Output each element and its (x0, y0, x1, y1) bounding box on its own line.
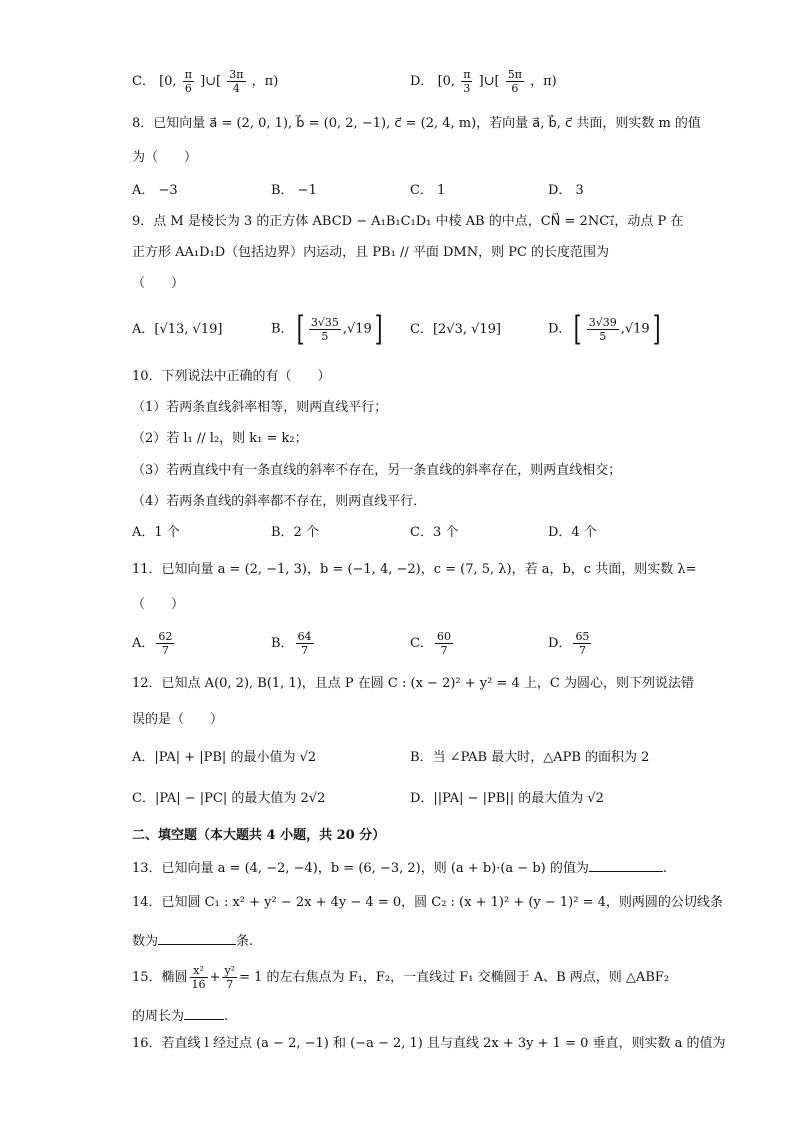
q11-c-den: 7 (440, 644, 448, 657)
q11-c-num: 60 (436, 630, 451, 643)
q8-option-c: C． 1 (410, 183, 446, 198)
q14-line2-start: 数为 (132, 934, 159, 949)
q14-answer-blank[interactable] (158, 930, 236, 945)
q15-f2-den: 7 (226, 978, 234, 991)
q10-option-d: D．4 个 (548, 525, 597, 540)
q7-d-union: ]∪[ (478, 74, 500, 89)
q10-statement-4: （4）若两条直线的斜率都不存在，则两直线平行． (132, 494, 427, 509)
q12-stem-line1: 12．已知点 A(0, 2), B(1, 1)，且点 P 在圆 C : (x − 2)² + y² = 4 上，C 为圆心，则下列说法错 (132, 676, 694, 691)
q11-c-label: C． (410, 636, 433, 651)
q9-stem-line2: 正方形 AA₁D₁D（包括边界）内运动，且 PB₁ // 平面 DMN，则 PC 的长度范围为 (132, 245, 610, 260)
q11-b-den: 7 (301, 644, 309, 657)
q9-d-den: 5 (599, 329, 607, 343)
q14-stem-line1: 14．已知圆 C₁ : x² + y² − 2x + 4y − 4 = 0，圆 C₂ : (x + 1)² + (y − 1)² = 4，则两圆的公切线条 (132, 895, 723, 910)
q8-stem-line2: 为（ ） (132, 150, 198, 165)
q12-option-a: A．|PA| + |PB| 的最小值为 √2 (132, 750, 317, 765)
q7-option-d (410, 68, 557, 95)
q15-f1-num: x² (190, 964, 208, 978)
q11-option-d (548, 630, 593, 657)
q7-d-frac1-num: π (463, 68, 471, 81)
q9-b-den: 5 (321, 329, 329, 343)
q15-plus: + (209, 970, 221, 985)
q13-answer-blank[interactable] (589, 857, 663, 872)
q7-d-close: ，π) (530, 74, 557, 89)
q7-c-frac2-den: 4 (232, 82, 240, 95)
q8-stem-line1: 8．已知向量 a⃗ = (2, 0, 1), b⃗ = (0, 2, −1), c⃗ = (2, 4, m)，若向量 a⃗, b⃗, c⃗ 共面，则实数 m 的值 (132, 116, 701, 131)
q9-d-tail: ,√19 (620, 321, 650, 337)
q11-d-den: 7 (578, 644, 586, 657)
q11-a-den: 7 (161, 644, 169, 657)
q15-start: 15．椭圆 (132, 970, 188, 985)
q15-line2 (132, 1005, 228, 1027)
q7-d-open: [0, (437, 74, 456, 89)
q9-d-label: D． (548, 321, 572, 337)
q11-b-label: B． (271, 636, 294, 651)
q9-b-label: B． (271, 321, 294, 337)
q9-stem-line3: （ ） (132, 276, 185, 291)
q16-stem: 16．若直线 l 经过点 (a − 2, −1) 和 (−a − 2, 1) 且与直线 2x + 3y + 1 = 0 垂直，则实数 a 的值为 (132, 1036, 726, 1051)
q10-stem: 10．下列说法中正确的有（ ） (132, 369, 331, 384)
q12-option-c: C．|PA| − |PC| 的最大值为 2√2 (132, 791, 326, 806)
q7-d-frac2 (506, 68, 524, 95)
q8-option-a: A． −3 (132, 183, 178, 198)
section-heading: 二、填空题（本大题共 4 小题，共 20 分） (132, 828, 386, 843)
q12-option-b: B．当 ∠PAB 最大时，△APB 的面积为 2 (410, 750, 650, 765)
q7-d-frac2-num: 5π (507, 68, 522, 81)
q9-option-d: D．[ $\frac{3√39}{5}$ ,√19] (548, 309, 661, 349)
q7-option-c (132, 68, 278, 95)
q13-text: 13．已知向量 a = (4, −2, −4)，b = (6, −3, 2)，则 (a + b)·(a − b) 的值为 (132, 861, 589, 876)
q14-line2 (132, 930, 253, 952)
q11-option-a (132, 630, 176, 657)
q8-option-b: B． −1 (271, 183, 317, 198)
q7-d-frac2-den: 6 (511, 82, 519, 95)
q13-end: . (662, 861, 667, 876)
q7-c-label: C． (132, 74, 155, 89)
q9-d-num: 3√39 (588, 315, 617, 329)
q7-c-union: ]∪[ (200, 74, 222, 89)
q15-line2-end: . (224, 1009, 229, 1024)
q11-d-label: D． (548, 636, 572, 651)
q15-rest: = 1 的左右焦点为 F₁，F₂，一直线过 F₁ 交椭圆于 A、B 两点，则 △ABF₂ (239, 970, 670, 985)
q15-line2-start: 的周长为 (132, 1009, 185, 1024)
q12-option-d: D．||PA| − |PB|| 的最大值为 √2 (410, 791, 604, 806)
q15-answer-blank[interactable] (184, 1005, 224, 1020)
q7-d-frac1-den: 3 (463, 82, 471, 95)
q11-option-c (410, 630, 455, 657)
q9-b-num: 3√35 (310, 315, 339, 329)
q10-option-c: C．3 个 (410, 525, 459, 540)
q9-b-tail: ,√19 (342, 321, 372, 337)
q7-c-frac2 (227, 68, 245, 95)
q9-stem-line1: 9．点 M 是棱长为 3 的正方体 ABCD − A₁B₁C₁D₁ 中棱 AB 的中点，CN⃗ = 2NC₁⃗，动点 P 在 (132, 214, 684, 229)
q7-c-frac1-den: 6 (184, 82, 192, 95)
q7-c-frac1 (183, 68, 194, 95)
q11-option-b (271, 630, 316, 657)
q14-line2-end: 条. (236, 934, 254, 949)
q9-option-b: B．[ $\frac{3√35}{5}$ ,√19] (271, 309, 383, 349)
q15-f2-num: y² (224, 964, 236, 977)
q7-d-label: D． (410, 74, 434, 89)
q11-stem-line2: （ ） (132, 597, 185, 612)
q12-stem-line2: 误的是（ ） (132, 712, 224, 727)
q11-a-num: 62 (158, 630, 173, 643)
q7-c-open: [0, (159, 74, 177, 89)
q10-option-b: B．2 个 (271, 525, 319, 540)
q15-f1-den: 16 (191, 978, 206, 991)
q13-line (132, 857, 667, 879)
q11-d-num: 65 (575, 630, 590, 643)
q11-b-num: 64 (297, 630, 312, 643)
q11-a-label: A． (132, 636, 155, 651)
q10-statement-3: （3）若两直线中有一条直线的斜率不存在，另一条直线的斜率存在，则两直线相交； (132, 463, 622, 478)
q7-c-close: ，π) (251, 74, 279, 89)
q9-option-a: A．[√13, √19] (132, 322, 223, 337)
q7-d-frac1 (461, 68, 472, 95)
q7-c-frac1-num: π (184, 68, 192, 81)
q10-statement-2: （2）若 l₁ // l₂，则 k₁ = k₂； (132, 431, 308, 446)
q11-stem-line1: 11．已知向量 a = (2, −1, 3)，b = (−1, 4, −2)，c = (7, 5, λ)，若 a，b，c 共面，则实数 λ= (132, 562, 697, 577)
q10-statement-1: （1）若两条直线斜率相等，则两直线平行； (132, 400, 388, 415)
q8-option-d: D． 3 (548, 183, 584, 198)
q9-option-c: C．[2√3, √19] (410, 322, 502, 337)
q15-line1 (132, 964, 669, 991)
q7-c-frac2-num: 3π (229, 68, 244, 81)
q10-option-a: A．1 个 (132, 525, 180, 540)
